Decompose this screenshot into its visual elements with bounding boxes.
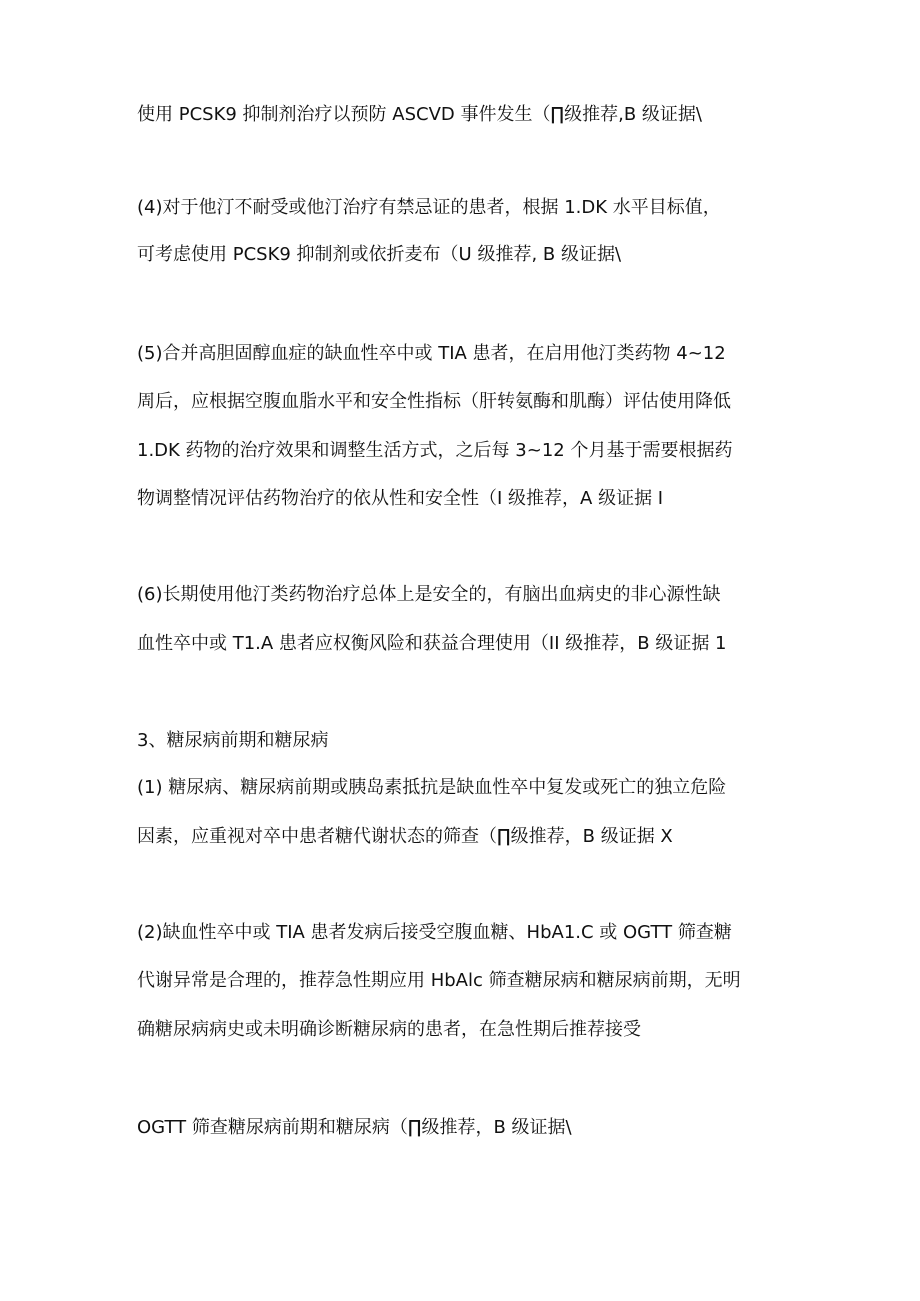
text-line: (1) 糖尿病、糖尿病前期或胰岛素抵抗是缺血性卒中复发或死亡的独立危险	[137, 777, 727, 798]
text-line: 物调整情况评估药物治疗的依从性和安全性（I 级推荐，A 级证据 I	[137, 488, 664, 509]
section-heading: 3、糖尿病前期和糖尿病	[137, 730, 329, 751]
text-line: (2)缺血性卒中或 TIA 患者发病后接受空腹血糖、HbA1.C 或 OGTT 筛查糖	[137, 922, 732, 943]
text-line: 确糖尿病病史或未明确诊断糖尿病的患者，在急性期后推荐接受	[137, 1019, 641, 1040]
text-line: OGTT 筛查糖尿病前期和糖尿病（∏级推荐，B 级证据\	[137, 1117, 572, 1138]
text-line: 1.DK 药物的治疗效果和调整生活方式，之后每 3~12 个月基于需要根据药	[137, 440, 733, 461]
text-line: 周后，应根据空腹血脂水平和安全性指标（肝转氨酶和肌酶）评估使用降低	[137, 391, 731, 412]
text-line: 使用 PCSK9 抑制剂治疗以预防 ASCVD 事件发生（∏级推荐,B 级证据\	[137, 104, 702, 125]
text-line: 因素，应重视对卒中患者糖代谢状态的筛查（∏级推荐，B 级证据 X	[137, 826, 673, 847]
text-line: 代谢异常是合理的，推荐急性期应用 HbAlc 筛查糖尿病和糖尿病前期，无明	[137, 970, 741, 991]
text-line: (6)长期使用他汀类药物治疗总体上是安全的，有脑出血病史的非心源性缺	[137, 584, 721, 605]
text-line: 可考虑使用 PCSK9 抑制剂或依折麦布（U 级推荐, B 级证据\	[137, 244, 622, 265]
text-line: (5)合并高胆固醇血症的缺血性卒中或 TIA 患者，在启用他汀类药物 4~12	[137, 343, 726, 364]
text-line: (4)对于他汀不耐受或他汀治疗有禁忌证的患者，根据 1.DK 水平目标值，	[137, 197, 721, 218]
text-line: 血性卒中或 T1.A 患者应权衡风险和获益合理使用（II 级推荐，B 级证据 1	[137, 633, 727, 654]
